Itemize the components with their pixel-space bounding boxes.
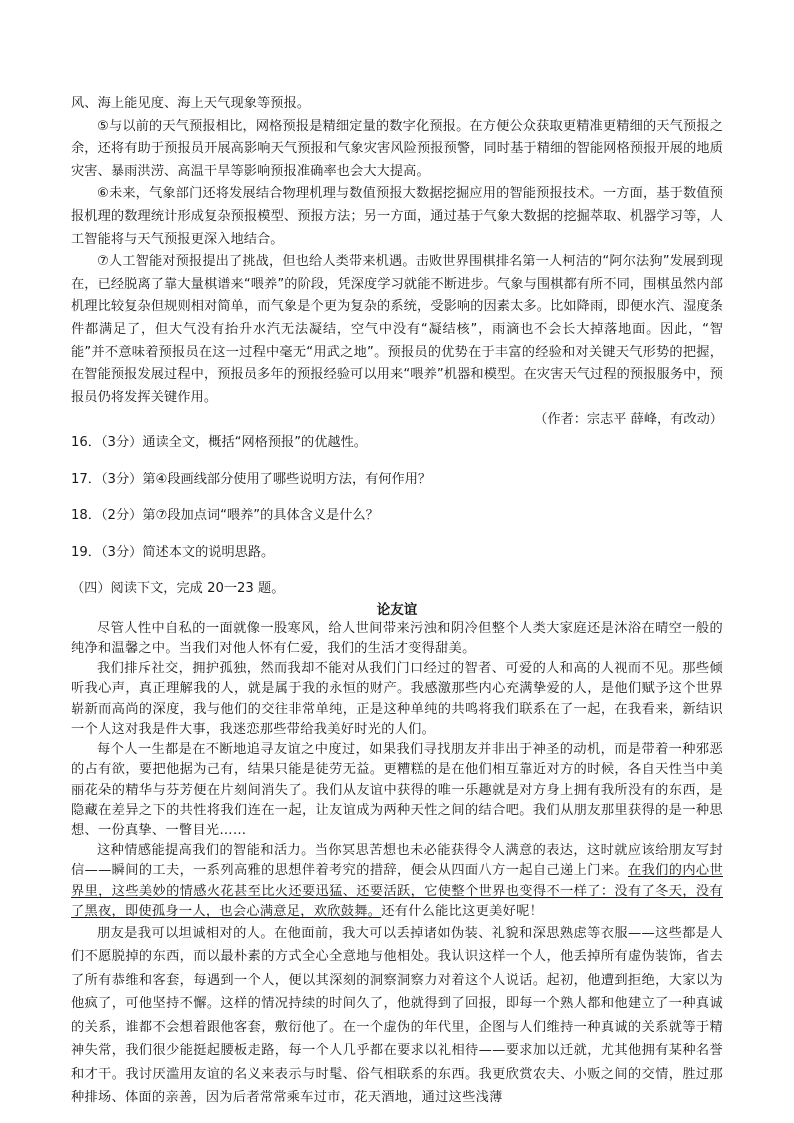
passage-four-para-5: 朋友是我可以坦诚相对的人。在他面前，我大可以丢掉诸如伪装、礼貌和深思熟虑等衣服——这些都是人们不愿脱掉的东西，而以最朴素的方式全心全意地与他相处。我认识这样一个人，他丢掉所有虚伪装饰，省去了所有恭维和客套，每遇到一个人，便以其深刻的洞察洞察力对着这个人说话。起初，他遭到拒绝，大家以为他疯了，可他坚持不懈。这样的情况持续的时间久了，他就得到了回报，即每一个熟人都和他建立了一种真诚的关系，谁都不会想着跟他客套，敷衍他了。在一个虚伪的年代里，企图与人们维持一种真诚的关系就等于精神失常，我们很少能挺起腰板走路，每一个人几乎都在要求以礼相待——要求加以迁就，尤其他拥有某种名誉和才干。我讨厌滥用友谊的名义来表示与时髦、俗气相联系的东西。我更欣赏农夫、小贩之间的交情，胜过那种排场、体面的亲善，因为后者常常乘车过市，花天酒地，通过这些浅薄 [71,925,723,1106]
passage-four-para-3: 每个人一生都是在不断地追寻友谊之中度过，如果我们寻找朋友并非出于神圣的动机，而是带着一种邪恶的占有欲，要把他据为己有，结果只能是徒劳无益。更糟糕的是在他们相互靠近对方的时候，各自天性当中美丽花朵的精华与芬芳便在片刻间消失了。我们从友谊中获得的唯一乐趣就是对方身上拥有我所没有的东西，是隐藏在差异之下的共性将我们连在一起，让友谊成为两种天性之间的结合吧。我们从朋友那里获得的是一种思想、一份真挚、一瞥目光…… [71,742,723,838]
section-four-heading: （四）阅读下文，完成 20一23 题。 [71,581,285,597]
question-16: 16．（3分）通读全文，概括“网格预报”的优越性。 [71,434,367,450]
exam-page [71,93,723,1110]
passage-title: 论友谊 [376,601,418,618]
para-4-tail: 还有什么能比这更美好呢！ [381,903,544,919]
attribution: （作者：宗志平 薛峰，有改动） [534,412,723,428]
passage-three-para-5: ⑤与以前的天气预报相比，网格预报是精细定量的数字化预报。在方便公众获取更精准更精细的天气预报之余，还将有助于预报员开展高影响天气预报和气象灾害风险预报预警，同时基于精细的智能网格预报开展的地质灾害、暴雨洪涝、高温干旱等影响预报准确率也会大大提高。 [71,118,723,179]
passage-three-para-6: ⑥未来，气象部门还将发展结合物理机理与数值预报大数据挖掘应用的智能预报技术。一方面，基于数值预报机理的数理统计形成复杂预报模型、预报方法；另一方面，通过基于气象大数据的挖掘萃取、机器学习等，人工智能将与天气预报更深入地结合。 [71,186,723,247]
question-18: 18．（2分）第⑦段加点词“喂养”的具体含义是什么？ [71,508,379,524]
question-19: 19．（3分）简述本文的说明思路。 [71,544,275,560]
passage-four-para-4 [71,841,723,922]
para-4-underlined-sentence: 在我们的内心世界里，这些美妙的情感火花甚至比火还要迅猛、还要活跃，它使整个世界也变得不一样了：没有了冬天，没有了黑夜，即使孤身一人，也会心满意足，欢欣鼓舞。 [71,863,723,919]
passage-four-para-2: 我们排斥社交，拥护孤独，然而我却不能对从我们门口经过的智者、可爱的人和高的人视而不见。那些倾听我心声，真正理解我的人，就是属于我的永恒的财产。我感激那些内心充满挚爱的人，是他们赋予这个世界崭新而高尚的深度，我与他们的交往非常单纯，正是这种单纯的共鸣将我们联系在了一起，在我看来，新结识一个人这对我是件大事，我迷恋那些带给我美好时光的人们。 [71,661,723,737]
passage-three-para-7: ⑦人工智能对预报提出了挑战，但也给人类带来机遇。击败世界围棋排名第一人柯洁的“阿尔法狗”发展到现在，已经脱离了靠大量棋谱来“喂养”的阶段，凭深度学习就能不断进步。气象与围棋都有所不同，围棋虽然内部机理比较复杂但规则相对简单，而气象是个更为复杂的系统，受影响的因素太多。比如降雨，即便水汽、湿度条件都满足了，但大气没有抬升水汽无法凝结，空气中没有“凝结核”，雨滴也不会长大掉落地面。因此，“智能”并不意味着预报员在这一过程中毫无“用武之地”。预报员的优势在于丰富的经验和对关键天气形势的把握，在智能预报发展过程中，预报员多年的预报经验可以用来“喂养”机器和模型。在灾害天气过程的预报服务中，预报员仍将发挥关键作用。 [71,254,723,405]
passage-three-para-tail: 风、海上能见度、海上天气现象等预报。 [71,96,311,111]
question-17: 17．（3分）第④段画线部分使用了哪些说明方法，有何作用？ [71,471,432,487]
para-4-lead: 这种情感能提高我们的智能和活力。当你冥思苦想也未必能获得令人满意的表达，这时就应该给朋友写封信——瞬间的工夫，一系列高雅的思想伴着考究的措辞，便会从四面八方一起自己递上门来。 [71,843,723,879]
passage-four-para-1: 尽管人性中自私的一面就像一股寒风，给人世间带来污浊和阴冷但整个人类大家庭还是沐浴在晴空一般的纯净和温馨之中。当我们对他人怀有仁爱，我们的生活才变得甜美。 [71,620,723,657]
